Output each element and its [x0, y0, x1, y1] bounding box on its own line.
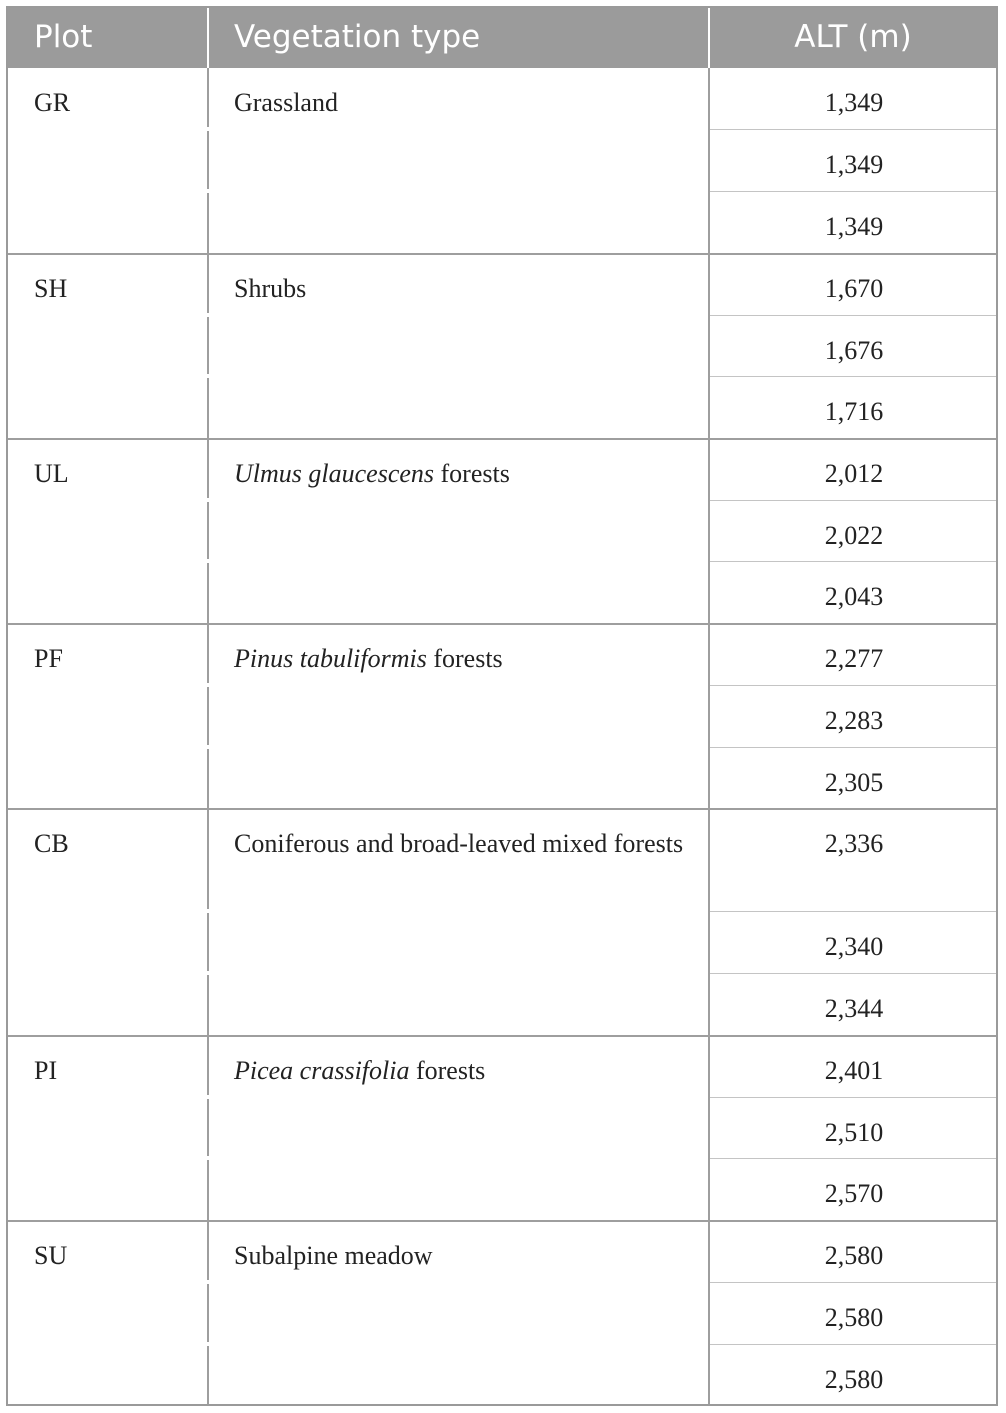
- divider-gap: [207, 909, 209, 913]
- vegetation-type: [234, 1235, 684, 1277]
- vegetation-label: forests: [409, 1056, 486, 1085]
- header-vegetation-type: Vegetation type: [234, 19, 481, 55]
- vegetation-type: [234, 1050, 684, 1092]
- plot-code: PF: [34, 644, 63, 673]
- divider-gap: [207, 498, 209, 502]
- row-divider: [710, 911, 996, 912]
- vegetation-label: forests: [434, 459, 510, 488]
- column-divider: [207, 809, 209, 1036]
- altitude-value: 2,510: [824, 1118, 884, 1147]
- divider-gap: [8, 127, 10, 131]
- altitude-value: 2,277: [824, 644, 884, 673]
- row-divider: [710, 376, 996, 377]
- divider-gap: [8, 909, 10, 913]
- altitude-value: 2,580: [824, 1303, 884, 1332]
- altitude-value: 2,283: [824, 706, 884, 735]
- divider-gap: [207, 1095, 209, 1099]
- altitude-value: 2,305: [824, 768, 884, 797]
- row-divider: [710, 315, 996, 316]
- altitude-value: 2,336: [824, 829, 884, 858]
- row-divider: [710, 1097, 996, 1098]
- divider-gap: [207, 127, 209, 131]
- species-name: Pinus tabuliformis: [234, 644, 427, 673]
- divider-gap: [207, 1280, 209, 1284]
- plot-code: SH: [34, 274, 68, 303]
- row-divider: [710, 973, 996, 974]
- altitude-value: 2,012: [824, 459, 884, 488]
- vegetation-label: Coniferous and broad-leaved mixed forests: [234, 829, 684, 858]
- divider-gap: [8, 1280, 10, 1284]
- altitude-value: 1,716: [824, 397, 884, 426]
- altitude-value: 1,670: [824, 274, 884, 303]
- group-divider: [8, 1035, 996, 1037]
- data-table: [6, 6, 998, 1406]
- divider-gap: [207, 1342, 209, 1346]
- vegetation-label: forests: [426, 644, 503, 673]
- plot-code: PI: [34, 1056, 58, 1085]
- row-divider: [710, 1344, 996, 1345]
- divider-gap: [207, 1156, 209, 1160]
- divider-gap: [8, 374, 10, 378]
- divider-gap: [207, 313, 209, 317]
- divider-gap: [207, 683, 209, 687]
- altitude-value: 2,344: [824, 994, 884, 1023]
- vegetation-label: Subalpine meadow: [234, 1241, 433, 1270]
- divider-gap: [207, 971, 209, 975]
- row-divider: [710, 685, 996, 686]
- group-divider: [8, 623, 996, 625]
- column-divider: [207, 439, 209, 624]
- divider-gap: [8, 1095, 10, 1099]
- altitude-value: 1,349: [824, 88, 884, 117]
- divider-gap: [207, 559, 209, 563]
- vegetation-type: [234, 823, 684, 865]
- group-divider: [8, 253, 996, 255]
- column-divider: [207, 1221, 209, 1404]
- altitude-value: 1,349: [824, 212, 884, 241]
- altitude-value: 2,401: [824, 1056, 884, 1085]
- divider-gap: [8, 1342, 10, 1346]
- table-header: [8, 8, 996, 68]
- altitude-value: 2,340: [824, 932, 884, 961]
- column-divider: [207, 624, 209, 809]
- header-alt: ALT (m): [794, 19, 912, 55]
- altitude-value: 2,580: [824, 1241, 884, 1270]
- divider-gap: [8, 683, 10, 687]
- row-divider: [710, 1282, 996, 1283]
- vegetation-label: Shrubs: [234, 274, 307, 303]
- divider-gap: [8, 1156, 10, 1160]
- plot-code: SU: [34, 1241, 68, 1270]
- header-divider: [207, 8, 209, 68]
- vegetation-type: [234, 268, 684, 310]
- divider-gap: [8, 971, 10, 975]
- row-divider: [710, 129, 996, 130]
- altitude-value: 2,580: [824, 1365, 884, 1394]
- species-name: Ulmus glaucescens: [234, 459, 435, 488]
- altitude-value: 2,043: [824, 582, 884, 611]
- row-divider: [710, 500, 996, 501]
- divider-gap: [207, 745, 209, 749]
- divider-gap: [8, 498, 10, 502]
- divider-gap: [207, 189, 209, 193]
- divider-gap: [8, 313, 10, 317]
- plot-code: GR: [34, 88, 71, 117]
- divider-gap: [8, 745, 10, 749]
- group-divider: [8, 1220, 996, 1222]
- vegetation-type: [234, 638, 684, 680]
- altitude-value: 1,676: [824, 336, 884, 365]
- row-divider: [710, 561, 996, 562]
- header-plot: Plot: [34, 19, 93, 55]
- altitude-value: 2,570: [824, 1179, 884, 1208]
- species-name: Picea crassifolia: [234, 1056, 410, 1085]
- group-divider: [8, 438, 996, 440]
- group-divider: [8, 808, 996, 810]
- vegetation-type: [234, 82, 684, 124]
- column-divider: [207, 254, 209, 439]
- column-divider: [207, 68, 209, 254]
- row-divider: [710, 747, 996, 748]
- plot-code: UL: [34, 459, 69, 488]
- row-divider: [710, 1158, 996, 1159]
- divider-gap: [8, 559, 10, 563]
- altitude-value: 1,349: [824, 150, 884, 179]
- divider-gap: [8, 189, 10, 193]
- vegetation-type: [234, 453, 684, 495]
- divider-gap: [207, 374, 209, 378]
- plot-code: CB: [34, 829, 69, 858]
- column-divider: [207, 1036, 209, 1221]
- vegetation-label: Grassland: [234, 88, 338, 117]
- row-divider: [710, 191, 996, 192]
- altitude-value: 2,022: [824, 521, 884, 550]
